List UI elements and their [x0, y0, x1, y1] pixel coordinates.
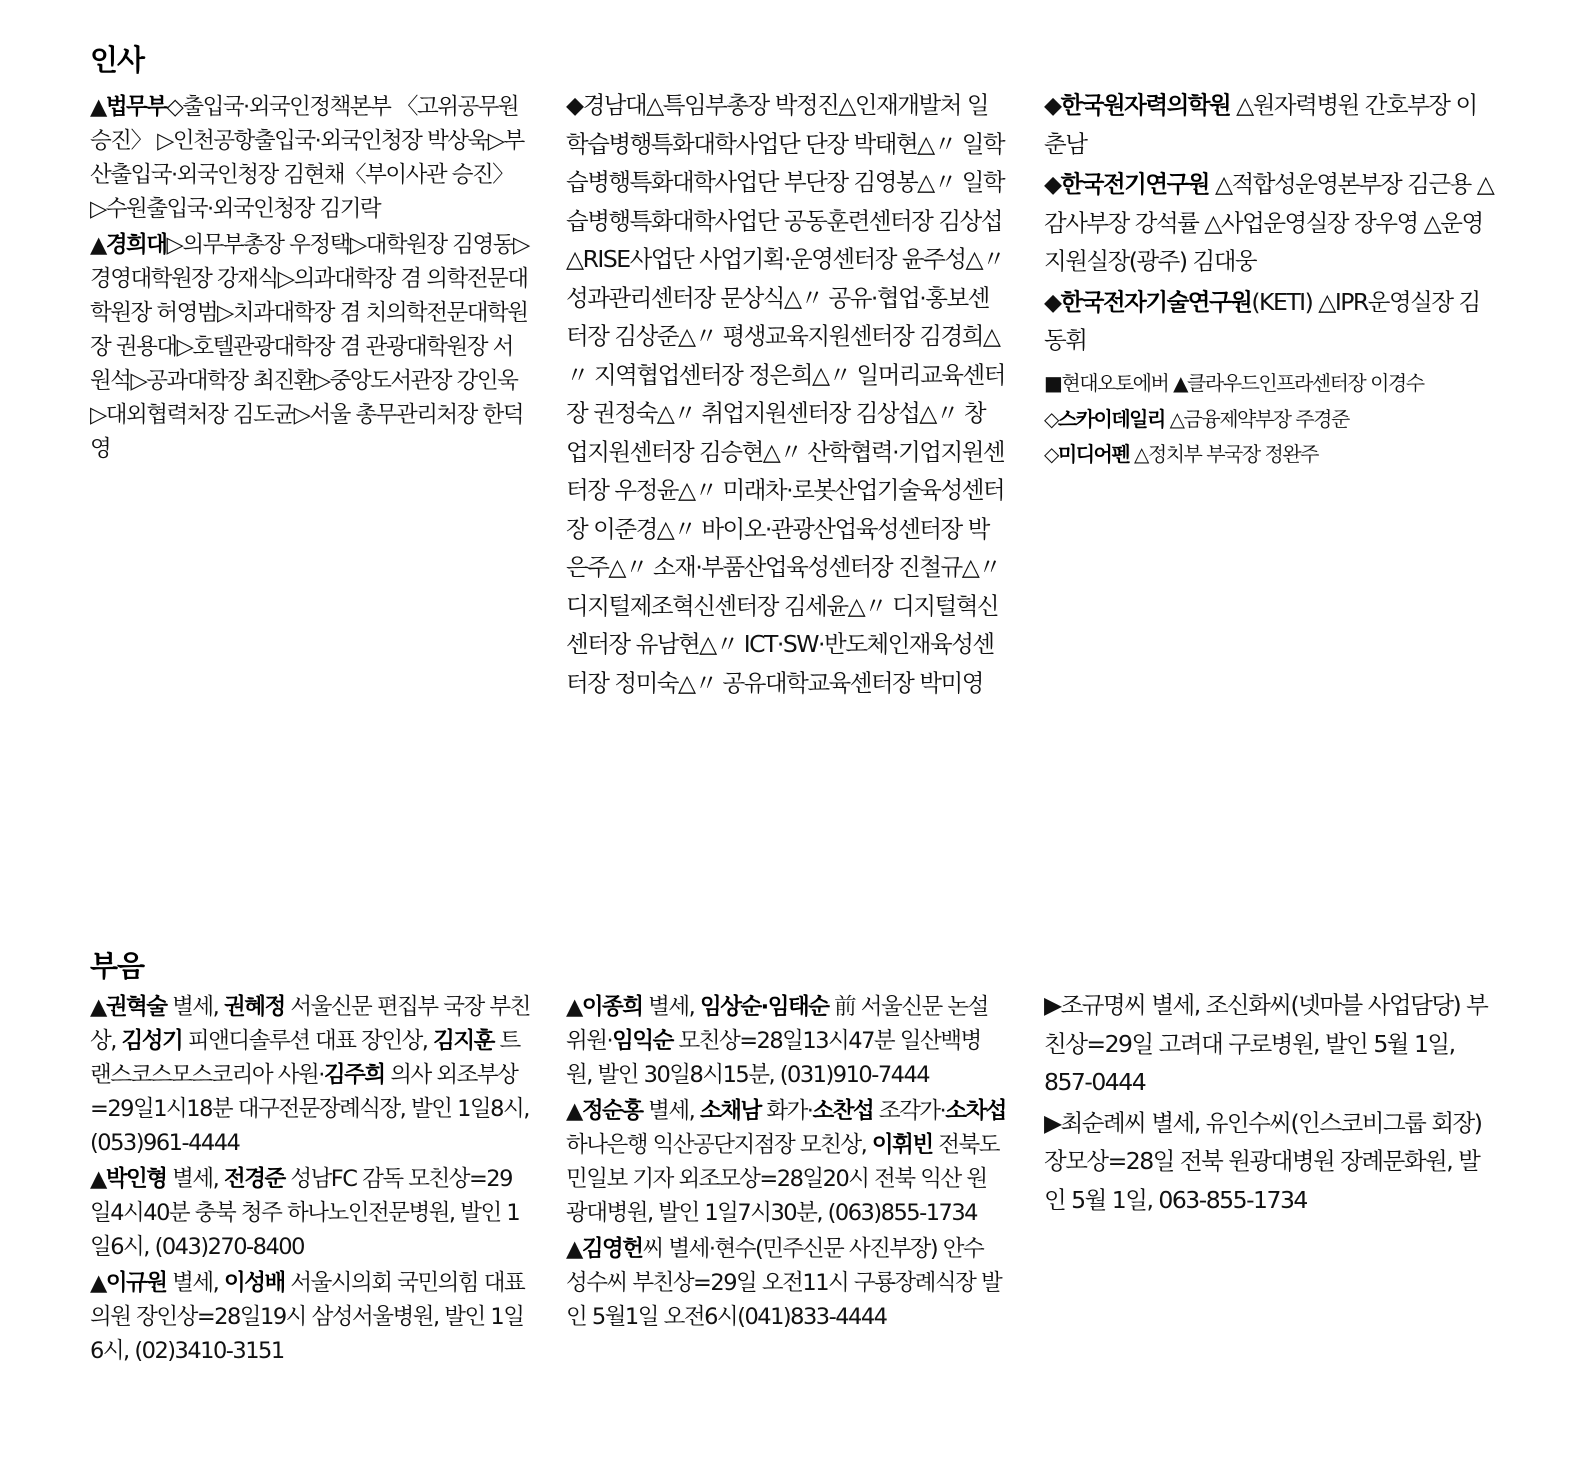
entry-text: ▲	[90, 994, 106, 1020]
entry-name: 박인형	[105, 1166, 167, 1192]
entry-name: 이성배	[223, 1270, 285, 1296]
entry-text: 전북도민일보 기자 외조모상=28일20시 전북 익산 원광대병원, 발인 1일7시30분, (063)855-1734	[566, 1132, 999, 1226]
entry-text: ◆	[1044, 91, 1061, 119]
entry-name: 소채남	[699, 1098, 761, 1124]
entry-text: ◇	[1044, 442, 1058, 466]
entry-name: 김영헌	[581, 1236, 643, 1262]
entry-paragraph	[1044, 86, 1494, 163]
appointments-column-3-brief	[1044, 367, 1514, 472]
entry-name: 전경준	[223, 1166, 285, 1192]
entry-text: 별세,	[642, 994, 700, 1020]
entry-name: 소찬섭	[812, 1098, 874, 1124]
entry-text: 씨 별세·현수(민주신문 사진부장) 안수 성수씨 부친상=29일 오전11시 구룡장례식장 발인 5월1일 오전6시(041)833-4444	[566, 1236, 1002, 1330]
entry-paragraph	[1044, 283, 1494, 360]
entry-text: △적합성운영본부장 김근용 △감사부장 강석률 △사업운영실장 장우영 △운영지원실장(광주) 김대웅	[1044, 170, 1494, 275]
entry-paragraph	[1044, 986, 1494, 1102]
entry-name: 임익순	[612, 1028, 673, 1054]
entry-paragraph	[1044, 165, 1494, 281]
entry-paragraph	[90, 990, 530, 1160]
entry-text: ■현대오토에버 ▲클라우드인프라센터장 이경수	[1044, 371, 1424, 395]
entry-text: ▲	[90, 232, 106, 258]
entry-text: ▶조규명씨 별세, 조신화씨(넷마블 사업담당) 부친상=29일 고려대 구로병원, 발인 5월 1일, 857-0444	[1044, 991, 1488, 1096]
entry-text: ▲	[566, 1236, 582, 1262]
entry-text: 별세,	[166, 1166, 224, 1192]
obituaries-column-3	[1044, 986, 1494, 1219]
entry-text: ◆경남대△특임부총장 박정진△인재개발처 일학습병행특화대학사업단 단장 박태현△〃 일학습병행특화대학사업단 부단장 김영봉△〃 일학습병행특화대학사업단 공동훈련센터장 김상섭△RISE사업단 사업기획·운영센터장 윤주성△〃 성과관리센터장 문상식△〃 공유·협업·홍보센터장 김상준△〃 평생교육지원센터장 김경희△〃 지역협업센터장 정은희△〃 일머리교육센터장 권정숙△〃 취업지원센터장 김상섭△〃 창업지원센터장 김승현△〃 산학협력·기업지원센터장 우정윤△〃 미래차·로봇산업기술육성센터장 이준경△〃 바이오·관광산업육성센터장 박은주△〃 소재·부품산업육성센터장 진철규△〃 디지털제조혁신센터장 김세윤△〃 디지털혁신센터장 유남현△〃 ICT·SW·반도체인재육성센터장 정미숙△〃 공유대학교육센터장 박미영	[566, 91, 1005, 697]
entry-text: 하나은행 익산공단지점장 모친상,	[566, 1132, 872, 1158]
entry-name: 이규원	[105, 1270, 167, 1296]
entry-paragraph	[566, 990, 1006, 1092]
entry-name: 소차섭	[945, 1098, 1006, 1124]
entry-name: 김지훈	[433, 1028, 494, 1054]
entry-paragraph	[1044, 438, 1514, 472]
entry-name: 김성기	[121, 1028, 183, 1054]
entry-name: 경희대	[105, 232, 167, 258]
entry-paragraph	[566, 1232, 1006, 1334]
entry-paragraph	[90, 1266, 530, 1368]
entry-text: △원자력병원 간호부장 이춘남	[1044, 91, 1477, 158]
entry-text: 별세,	[642, 1098, 700, 1124]
entry-text: 서울신문 편집부 국장 부친상,	[90, 994, 530, 1054]
entry-text: △금융제약부장 주경준	[1164, 406, 1349, 431]
obituaries-column-2	[566, 990, 1006, 1334]
entry-text: ◇출입국·외국인정책본부 〈고위공무원 승진〉 ▷인천공항출입국·외국인청장 박상욱▷부산출입국·외국인청장 김현채〈부이사관 승진〉 ▷수원출입국·외국인청장 김기락	[90, 94, 524, 222]
appointments-column-2	[566, 86, 1006, 702]
entry-text: ▷의무부총장 우정택▷대학원장 김영동▷경영대학원장 강재식▷의과대학장 겸 의학전문대학원장 허영범▷치과대학장 겸 치의학전문대학원장 권용대▷호텔관광대학장 겸 관광대학원장 서원석▷공과대학장 최진환▷중앙도서관장 강인욱▷대외협력처장 김도균▷서울 총무관리처장 한덕영	[90, 232, 529, 462]
entry-name: 김주희	[323, 1062, 385, 1088]
entry-text: 모친상=28일13시47분 일산백병원, 발인 30일8시15분, (031)910-7444	[566, 1028, 981, 1088]
section-heading-obituaries: 부음	[90, 949, 145, 983]
entry-name: 법무부	[105, 94, 167, 120]
entry-paragraph	[90, 1162, 530, 1264]
entry-name: 한국전자기술연구원	[1060, 287, 1252, 316]
section-heading-appointments: 인사	[90, 43, 145, 77]
entry-text: 피앤디솔루션 대표 장인상,	[182, 1028, 434, 1054]
entry-name: 한국전기연구원	[1060, 170, 1209, 198]
entry-text: 의사 외조부상=29일1시18분 대구전문장례식장, 발인 1일8시, (053)961-4444	[90, 1062, 529, 1156]
entry-text: 별세,	[166, 1270, 224, 1296]
entry-text: ◇	[1044, 406, 1058, 431]
entry-text: 서울시의회 국민의힘 대표의원 장인상=28일19시 삼성서울병원, 발인 1일6시, (02)3410-3151	[90, 1270, 525, 1364]
entry-paragraph	[90, 90, 530, 226]
entry-text: ◆	[1044, 287, 1061, 316]
entry-text: 화가·	[760, 1098, 813, 1124]
entry-text: ◆	[1044, 170, 1061, 198]
entry-text: 트랜스코스모스코리아 사원·	[90, 1028, 520, 1088]
entry-name: 이종희	[581, 994, 643, 1020]
entry-text: ▲	[90, 1270, 106, 1296]
entry-text: 별세,	[166, 994, 224, 1020]
entry-name: 이휘빈	[871, 1132, 933, 1158]
entry-text: ▲	[566, 994, 582, 1020]
entry-paragraph	[566, 1094, 1006, 1230]
entry-text: ▲	[566, 1098, 582, 1124]
entry-paragraph	[1044, 403, 1514, 437]
entry-paragraph	[1044, 367, 1514, 401]
entry-name: 미디어펜	[1057, 442, 1130, 466]
entry-name: 권혜정	[223, 994, 285, 1020]
entry-text: 성남FC 감독 모친상=29일4시40분 충북 청주 하나노인전문병원, 발인 1일6시, (043)270-8400	[90, 1166, 520, 1260]
entry-paragraph	[1044, 1104, 1494, 1220]
entry-name: 한국원자력의학원	[1060, 91, 1231, 119]
entry-name: 권혁술	[105, 994, 167, 1020]
entry-name: 정순홍	[581, 1098, 643, 1124]
entry-name: 스카이데일리	[1057, 406, 1165, 431]
appointments-column-1	[90, 90, 530, 466]
entry-paragraph	[566, 86, 1006, 702]
entry-text: ▲	[90, 1166, 106, 1192]
entry-text: 조각가·	[873, 1098, 946, 1124]
entry-name: 임상순·임태순	[699, 994, 829, 1020]
obituaries-column-1	[90, 990, 530, 1368]
entry-text: ▲	[90, 94, 106, 120]
entry-text: 前 서울신문 논설위원·	[566, 994, 988, 1054]
appointments-column-3	[1044, 86, 1494, 360]
entry-text: (KETI) △IPR운영실장 김동휘	[1044, 287, 1480, 354]
entry-paragraph	[90, 228, 530, 466]
entry-text: ▶최순례씨 별세, 유인수씨(인스코비그룹 회장) 장모상=28일 전북 원광대병원 장례문화원, 발인 5월 1일, 063-855-1734	[1044, 1108, 1482, 1214]
entry-text: △정치부 부국장 정완주	[1129, 442, 1319, 466]
